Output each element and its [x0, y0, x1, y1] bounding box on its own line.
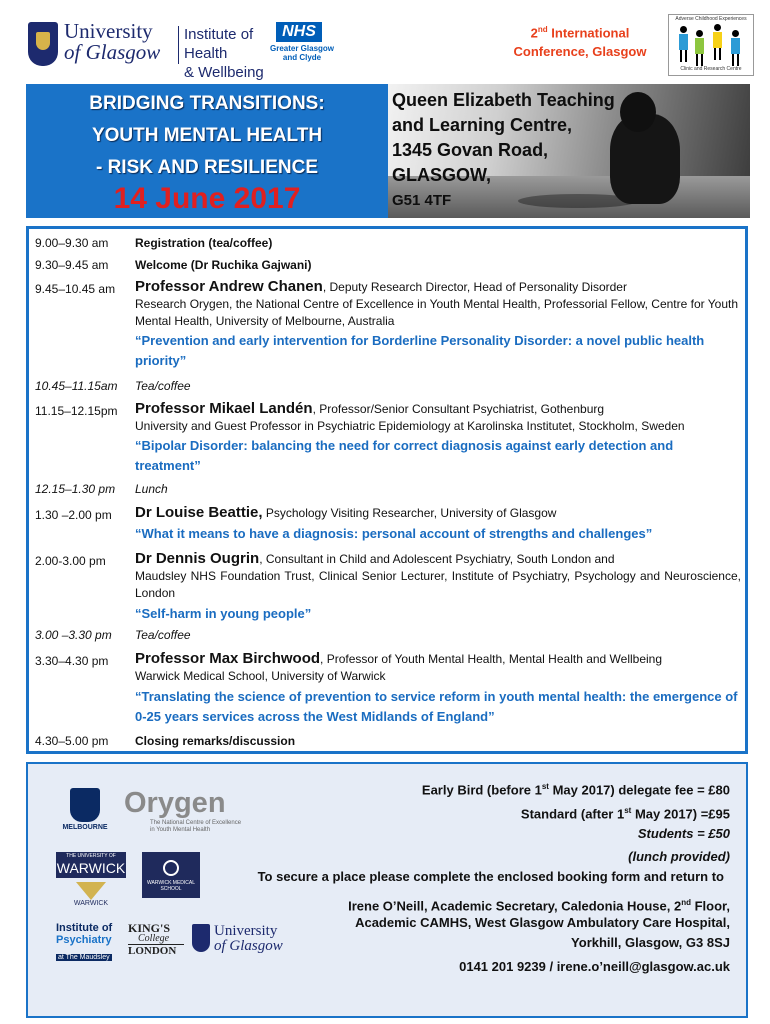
- venue-line-1: Queen Elizabeth Teaching: [392, 90, 615, 110]
- event-title-line-2: YOUTH MENTAL HEALTH: [91, 125, 323, 146]
- venue-line-2: and Learning Centre,: [392, 115, 573, 135]
- session-time: 4.30–5.00 pm: [35, 734, 109, 748]
- speaker-name: Professor Andrew Chanen: [135, 278, 323, 295]
- logo-divider: [178, 26, 179, 64]
- session-title: Welcome (Dr Ruchika Gajwani): [135, 258, 312, 272]
- contact-line-3: Yorkhill, Glasgow, G3 8SJ: [571, 935, 730, 950]
- speaker-affiliation: University and Guest Professor in Psychiatric Epidemiology at Karolinska Institutet, Stockholm, Sweden: [135, 419, 685, 433]
- nhs-badge: NHS: [276, 22, 322, 42]
- university-of-warwick-logo: THE UNIVERSITY OF WARWICK WARWICK: [56, 853, 126, 907]
- university-of-melbourne-logo: MELBOURNE: [56, 788, 114, 836]
- conference-title: 2nd International Conference, Glasgow: [513, 25, 647, 60]
- speaker-role: , Professor of Youth Mental Health, Mental Health and Wellbeing: [320, 652, 663, 666]
- talk-title: “Self-harm in young people”: [135, 606, 312, 621]
- warwick-emblem-icon: [76, 882, 106, 900]
- session-title: Tea/coffee: [135, 628, 191, 642]
- session-time: 9.00–9.30 am: [35, 236, 109, 250]
- contact-line-2: Academic CAMHS, West Glasgow Ambulatory Care Hospital,: [355, 915, 730, 930]
- institute-name: Institute of Health & Wellbeing: [184, 26, 264, 81]
- early-bird-fee: Early Bird (before 1st May 2017) delegate fee = £80: [421, 782, 730, 798]
- programme-item: [35, 279, 741, 379]
- person-figure-icon: [693, 30, 705, 68]
- session-time: 12.15–1.30 pm: [35, 482, 116, 496]
- warwick-medical-emblem-icon: [163, 860, 179, 876]
- lunch-note: (lunch provided): [628, 849, 730, 864]
- booking-instruction: To secure a place please complete the enclosed booking form and return to: [257, 869, 724, 884]
- event-title-line-1: BRIDGING TRANSITIONS:: [89, 93, 325, 114]
- session-time: 3.00 –3.30 pm: [35, 628, 112, 642]
- uog-crest-icon: [28, 22, 58, 66]
- session-title: Closing remarks/discussion: [135, 734, 296, 748]
- venue-line-3: 1345 Govan Road,: [392, 140, 549, 160]
- person-figure-icon: [711, 24, 723, 62]
- orygen-logo: Orygen The National Centre of Excellence in Youth Mental Health: [124, 787, 242, 833]
- institute-of-psychiatry-logo: Institute of Psychiatry at The Maudsley: [56, 922, 113, 961]
- venue-photo-panel: [388, 84, 750, 218]
- contact-phone-email: 0141 201 9239 / irene.o’neill@glasgow.ac.uk: [459, 959, 730, 974]
- speaker-name: Professor Mikael Landén: [135, 400, 313, 417]
- event-date: 14 June 2017: [113, 182, 301, 215]
- venue-line-4: GLASGOW,: [392, 165, 491, 185]
- session-time: 2.00-3.00 pm: [35, 554, 106, 568]
- uog-wordmark: University of Glasgow: [64, 19, 161, 64]
- speaker-affiliation: Warwick Medical School, University of Warwick: [135, 669, 386, 683]
- speaker-affiliation: Maudsley NHS Foundation Trust, Clinical Senior Lecturer, Institute of Psychiatry, Psychology and Neuroscience, London: [135, 569, 741, 600]
- speaker-role: Psychology Visiting Researcher, University of Glasgow: [262, 506, 557, 520]
- talk-title: “Prevention and early intervention for Borderline Personality Disorder: a novel public health priority”: [135, 333, 705, 368]
- speaker-affiliation: Research Orygen, the National Centre of Excellence in Youth Mental Health, Professorial Fellow, Centre for Youth Mental Health, University of Melbourne, Australia: [135, 297, 739, 328]
- session-title: Tea/coffee: [135, 379, 191, 393]
- ace-clinic-logo: Adverse Childhood Experiences Clinic and Research Centre: [668, 14, 754, 76]
- event-title-banner: [26, 84, 388, 218]
- session-title: Registration (tea/coffee): [135, 236, 273, 250]
- speaker-role: , Professor/Senior Consultant Psychiatrist, Gothenburg: [312, 402, 605, 416]
- session-time: 3.30–4.30 pm: [35, 654, 109, 668]
- nhs-region: Greater Glasgow and Clyde: [269, 44, 335, 62]
- fees-and-contact-box: [26, 762, 748, 1018]
- university-of-glasgow-small-logo: University of Glasgow: [192, 924, 288, 964]
- programme-item: [35, 505, 741, 549]
- talk-title: “What it means to have a diagnosis: personal account of strengths and challenges”: [135, 526, 653, 541]
- standard-fee: Standard (after 1st May 2017) =£95: [520, 806, 730, 822]
- talk-title: “Bipolar Disorder: balancing the need for correct diagnosis against early detection and treatment”: [135, 438, 674, 473]
- session-title: Lunch: [135, 482, 168, 496]
- person-figure-icon: [677, 26, 689, 64]
- talk-title: “Translating the science of prevention to service reform in youth mental health: the emergence of 0-25 years services across the West Midlands of England”: [135, 689, 738, 724]
- contact-line-1: Irene O’Neill, Academic Secretary, Caledonia House, 2nd Floor,: [348, 898, 730, 914]
- speaker-role: , Deputy Research Director, Head of Personality Disorder: [322, 280, 627, 294]
- session-time: 1.30 –2.00 pm: [35, 508, 112, 522]
- programme-item: [35, 551, 741, 627]
- person-figure-icon: [729, 30, 741, 68]
- university-of-glasgow-logo: [28, 19, 278, 81]
- venue-postcode: G51 4TF: [392, 192, 452, 209]
- speaker-name: Professor Max Birchwood: [135, 650, 321, 667]
- session-time: 9.30–9.45 am: [35, 258, 109, 272]
- programme-item: [35, 651, 741, 727]
- warwick-medical-school-logo: WARWICK MEDICAL SCHOOL: [142, 852, 200, 898]
- programme-item: [35, 401, 741, 481]
- programme-box: [26, 226, 748, 754]
- session-time: 10.45–11.15am: [35, 379, 118, 393]
- speaker-role: , Consultant in Child and Adolescent Psychiatry, South London and: [259, 552, 615, 566]
- uog-crest-icon: [192, 924, 210, 952]
- nhs-logo: [262, 22, 342, 70]
- speaker-name: Dr Dennis Ougrin: [135, 550, 260, 567]
- melbourne-crest-icon: [70, 788, 100, 822]
- session-time: 11.15–12.15pm: [35, 404, 118, 418]
- kings-college-london-logo: KING'S College LONDON: [128, 922, 184, 962]
- event-title-line-3: - RISK AND RESILIENCE: [95, 157, 319, 178]
- speaker-name: Dr Louise Beattie,: [135, 504, 263, 521]
- session-time: 9.45–10.45 am: [35, 282, 116, 296]
- student-fee: Students = £50: [637, 826, 730, 841]
